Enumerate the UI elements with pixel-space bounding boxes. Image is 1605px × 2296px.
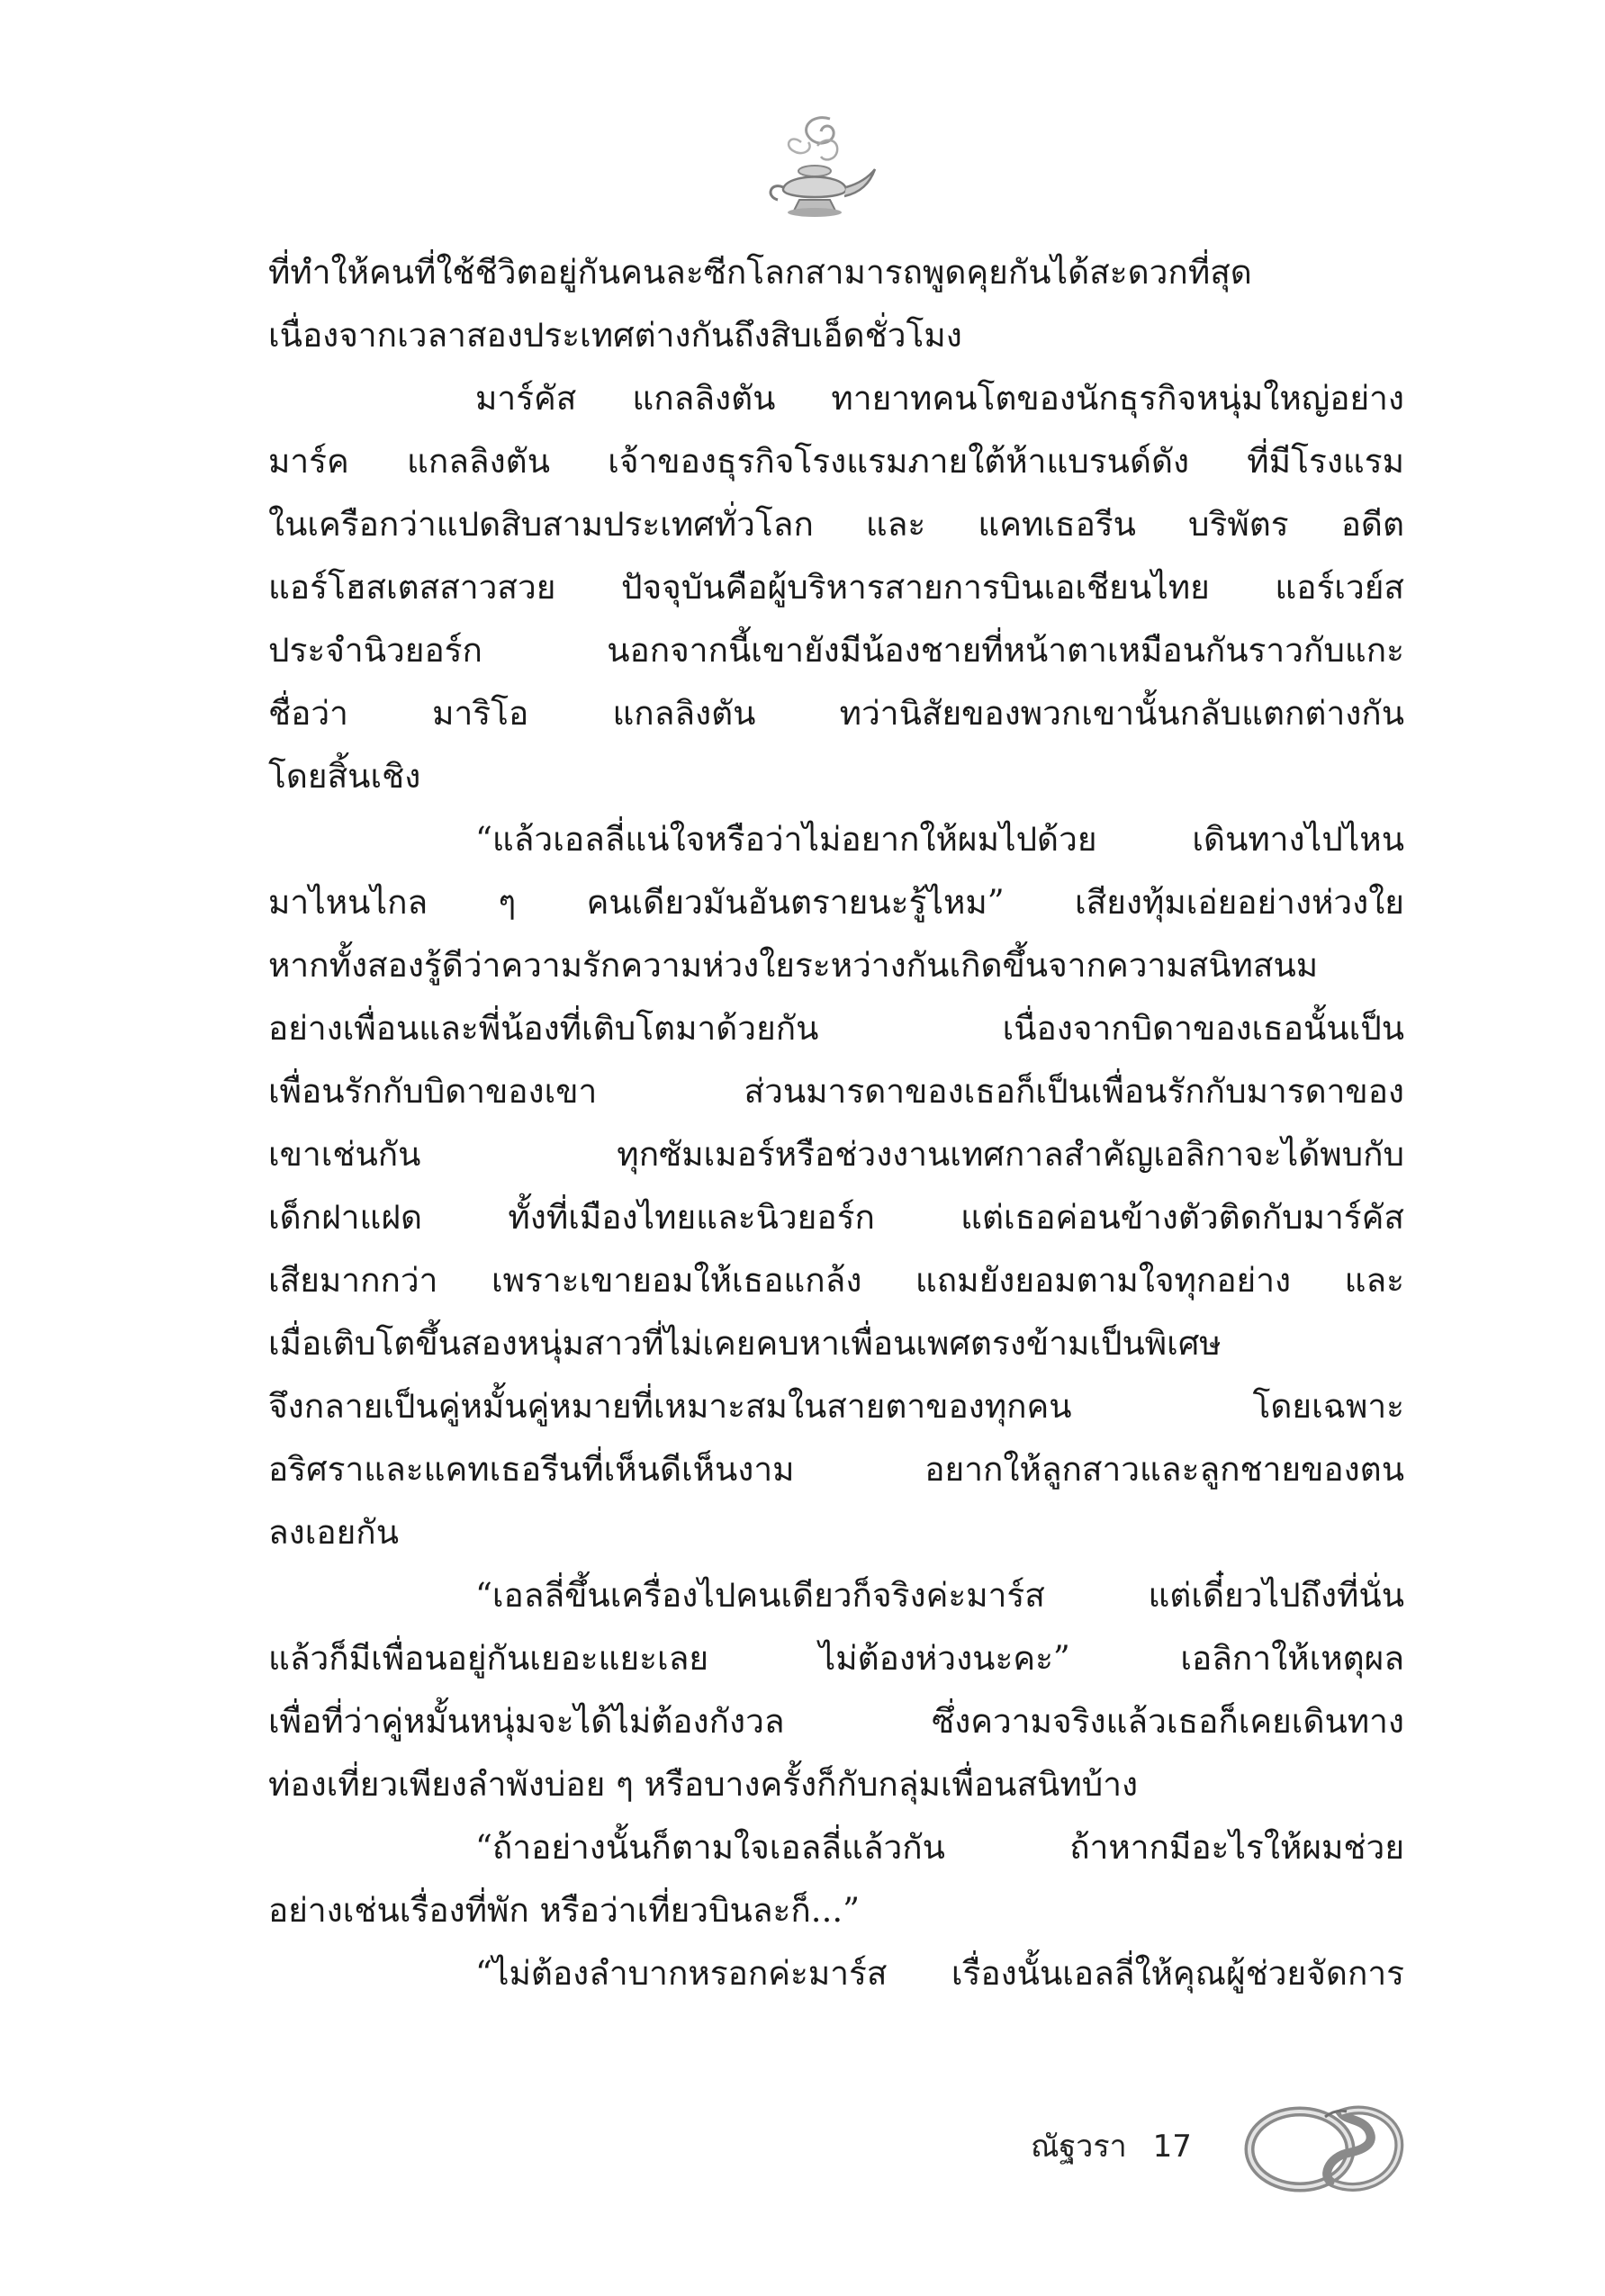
page-footer [1031, 2115, 1211, 2178]
text-line: เพื่อที่ว่าคู่หมั้นหนุ่มจะได้ไม่ต้องกังวล ซึ่งความจริงแล้วเธอก็เคยเดินทาง [268, 1702, 1404, 1741]
text-line: เนื่องจากเวลาสองประเทศต่างกันถึงสิบเอ็ดชั่วโมง [268, 316, 962, 355]
text-line: แอร์โฮสเตสสาวสวย ปัจจุบันคือผู้บริหารสายการบินเอเชียนไทย แอร์เวย์ส [268, 568, 1404, 607]
paragraph-first-line: “ไม่ต้องลำบากหรอกค่ะมาร์ส เรื่องนั้นเอลลี่ให้คุณผู้ช่วยจัดการ [475, 1954, 1404, 1993]
text-line: ในเครือกว่าแปดสิบสามประเทศทั่วโลก และ แคทเธอรีน บริพัตร อดีต [268, 505, 1404, 544]
text-line: มาร์ค แกลลิงตัน เจ้าของธุรกิจโรงแรมภายใต้ห้าแบรนด์ดัง ที่มีโรงแรม [268, 442, 1404, 481]
text-line: อริศราและแคทเธอรีนที่เห็นดีเห็นงาม อยากให้ลูกสาวและลูกชายของตน [268, 1450, 1404, 1489]
text-line: ที่ทำให้คนที่ใช้ชีวิตอยู่กันคนละซีกโลกสามารถพูดคุยกันได้สะดวกที่สุด [268, 253, 1252, 292]
author-name: ณัฐวรา [1031, 2129, 1127, 2165]
text-line: เมื่อเติบโตขึ้นสองหนุ่มสาวที่ไม่เคยคบหาเพื่อนเพศตรงข้ามเป็นพิเศษ [268, 1324, 1222, 1363]
text-line: เด็กฝาแฝด ทั้งที่เมืองไทยและนิวยอร์ก แต่เธอค่อนข้างตัวติดกับมาร์คัส [268, 1198, 1404, 1237]
text-line: หากทั้งสองรู้ดีว่าความรักความห่วงใยระหว่างกันเกิดขึ้นจากความสนิทสนม [268, 946, 1319, 985]
text-line: แล้วก็มีเพื่อนอยู่กันเยอะแยะเลย ไม่ต้องห่วงนะคะ” เอลิกาให้เหตุผล [268, 1639, 1404, 1678]
paragraph-first-line: มาร์คัส แกลลิงตัน ทายาทคนโตของนักธุรกิจหนุ่มใหญ่อย่าง [475, 379, 1404, 418]
text-line: มาไหนไกล ๆ คนเดียวมันอันตรายนะรู้ไหม” เสียงทุ้มเอ่ยอย่างห่วงใย [268, 883, 1404, 922]
paragraph-first-line: “เอลลี่ขึ้นเครื่องไปคนเดียวก็จริงค่ะมาร์ส แต่เดี๋ยวไปถึงที่นั่น [475, 1576, 1404, 1615]
text-line: อย่างเช่นเรื่องที่พัก หรือว่าเที่ยวบินละก็...” [268, 1891, 861, 1930]
text-line: ประจำนิวยอร์ก นอกจากนี้เขายังมีน้องชายที่หน้าตาเหมือนกันราวกับแกะ [268, 631, 1404, 670]
paragraph-first-line: “ถ้าอย่างนั้นก็ตามใจเอลลี่แล้วกัน ถ้าหากมีอะไรให้ผมช่วย [475, 1828, 1404, 1867]
wedding-rings-icon [1235, 2090, 1411, 2202]
text-line: จึงกลายเป็นคู่หมั้นคู่หมายที่เหมาะสมในสายตาของทุกคน โดยเฉพาะ [268, 1387, 1404, 1426]
text-line: เสียมากกว่า เพราะเขายอมให้เธอแกล้ง แถมยังยอมตามใจทุกอย่าง และ [268, 1261, 1404, 1300]
text-line: อย่างเพื่อนและพี่น้องที่เติบโตมาด้วยกัน เนื่องจากบิดาของเธอนั้นเป็น [268, 1009, 1404, 1048]
text-line: เพื่อนรักกับบิดาของเขา ส่วนมารดาของเธอก็เป็นเพื่อนรักกับมารดาของ [268, 1072, 1404, 1111]
page-number: 17 [1152, 2129, 1192, 2165]
body-text [268, 241, 1404, 2032]
text-line: ท่องเที่ยวเพียงลำพังบ่อย ๆ หรือบางครั้งก็กับกลุ่มเพื่อนสนิทบ้าง [268, 1765, 1139, 1804]
magic-lamp-icon [747, 106, 882, 228]
paragraph-first-line: “แล้วเอลลี่แน่ใจหรือว่าไม่อยากให้ผมไปด้วย เดินทางไปไหน [475, 820, 1404, 859]
text-line: ชื่อว่า มาริโอ แกลลิงตัน ทว่านิสัยของพวกเขานั้นกลับแตกต่างกัน [268, 694, 1404, 733]
text-line: โดยสิ้นเชิง [268, 757, 421, 796]
text-line: เขาเช่นกัน ทุกซัมเมอร์หรือช่วงงานเทศกาลสำคัญเอลิกาจะได้พบกับ [268, 1135, 1404, 1174]
text-line: ลงเอยกัน [268, 1513, 399, 1552]
